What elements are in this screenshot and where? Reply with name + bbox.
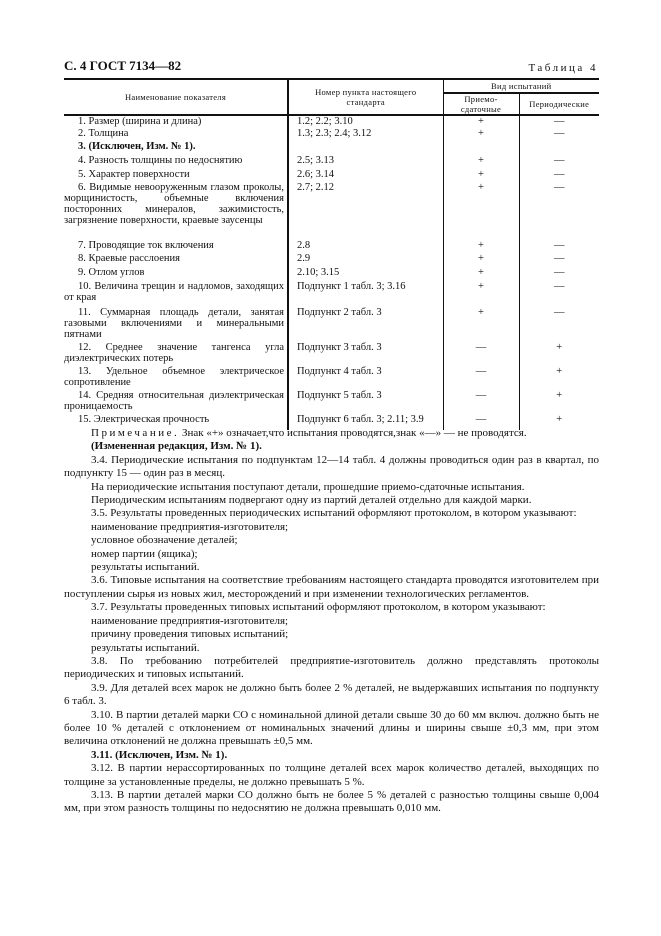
row-periodic — [519, 141, 599, 155]
row-periodic: — — [554, 155, 565, 166]
row-periodic: + — [556, 390, 563, 401]
row-acceptance — [443, 141, 519, 155]
paragraph: 3.5. Результаты проведенных периодических испытаний оформляют протоколом, в котором указывают: — [91, 507, 577, 520]
tests-table — [64, 78, 599, 430]
row-acceptance: + — [443, 253, 519, 267]
table-row — [64, 366, 599, 390]
row-name — [64, 240, 288, 253]
paragraph: наименование предприятия-изготовителя; — [91, 520, 289, 533]
row-acceptance: — — [443, 390, 519, 414]
table-note — [64, 427, 599, 440]
table-row — [64, 115, 599, 128]
row-acceptance: — — [443, 366, 519, 390]
row-clause: Подпункт 1 табл. 3; 3.16 — [288, 281, 443, 307]
row-periodic: — — [554, 240, 565, 251]
row-name-text: 12. Среднее значение тангенса угла диэлектрических потерь — [64, 342, 284, 364]
paragraph: 3.9. Для деталей всех марок не должно быть более 2 % деталей, не выдержавших испытания по подпункту 6 табл. 3. — [64, 681, 599, 708]
row-name-text: 7. Проводящие ток включения — [78, 240, 214, 251]
row-acceptance: + — [443, 182, 519, 240]
row-periodic: + — [556, 414, 563, 425]
row-clause: Подпункт 5 табл. 3 — [288, 390, 443, 414]
row-name-text: 5. Характер поверхности — [78, 169, 190, 180]
row-name — [64, 307, 288, 342]
paragraph: Периодическим испытаниям подвергают одну из партий деталей отдельно для каждой марки. — [91, 494, 532, 507]
row-name — [64, 281, 288, 307]
row-name-text: 8. Краевые расслоения — [78, 253, 180, 264]
row-name-text: 10. Величина трещин и надломов, заходящих от края — [64, 281, 284, 303]
header-test-type: Вид испытаний — [443, 79, 599, 93]
paragraph: 3.12. В партии нерассортированных по толщине деталей всех марок количество деталей, выходящих по толщине за установленные пределы, не должно превышать 5 %. — [64, 762, 599, 788]
row-acceptance: + — [443, 281, 519, 307]
paragraph: 3.13. В партии деталей марки СО должно быть не более 5 % деталей с разностью толщины свыше 0,004 мм, при этом разность толщины по недоснятию не должна превышать 0,010 мм. — [64, 788, 599, 815]
row-acceptance: + — [443, 155, 519, 169]
row-name — [64, 128, 288, 141]
row-name — [64, 267, 288, 281]
paragraph: результаты испытаний. — [91, 641, 200, 654]
row-name-text: 15. Электрическая прочность — [78, 414, 210, 425]
row-acceptance: + — [443, 267, 519, 281]
row-clause: Подпункт 6 табл. 3; 2.11; 3.9 — [288, 414, 443, 430]
row-clause: 2.8 — [288, 240, 443, 253]
row-clause: Подпункт 4 табл. 3 — [288, 366, 443, 390]
note-text: Знак «+» означает,что испытания проводятся,знак «—» — не проводятся. — [179, 427, 527, 439]
row-name — [64, 169, 288, 182]
table-row — [64, 390, 599, 414]
table-row — [64, 281, 599, 307]
row-name — [64, 253, 288, 267]
row-periodic: + — [556, 366, 563, 377]
row-name — [64, 182, 288, 240]
row-acceptance: + — [443, 128, 519, 141]
paragraph: 3.4. Периодические испытания по подпунктам 12—14 табл. 4 должны проводиться один раз в квартал, по подпункту 15 — один раз в месяц. — [64, 453, 599, 480]
row-name-text: 3. (Исключен, Изм. № 1). — [78, 141, 196, 152]
row-name — [64, 141, 288, 155]
paragraph: номер партии (ящика); — [91, 547, 198, 560]
row-periodic: + — [556, 342, 563, 353]
header-clause: Номер пункта настоящего стандарта — [288, 79, 443, 115]
row-acceptance: — — [443, 414, 519, 430]
row-periodic: — — [554, 267, 565, 278]
header-name: Наименование показателя — [64, 79, 288, 115]
paragraph: На периодические испытания поступают детали, прошедшие приемо-сдаточные испытания. — [91, 480, 525, 493]
row-name — [64, 342, 288, 366]
header-periodic: Периодические — [519, 93, 599, 115]
row-periodic: — — [554, 253, 565, 264]
table-row — [64, 141, 599, 155]
paragraph: 3.11. (Исключен, Изм. № 1). — [91, 748, 228, 761]
row-periodic: — — [554, 182, 565, 193]
paragraph: 3.6. Типовые испытания на соответствие требованиям настоящего стандарта проводятся изготовителем при поступлении сырья из новых жил, месторождений и при изменении технологических регламентов. — [64, 574, 599, 600]
row-clause: 1.3; 2.3; 2.4; 3.12 — [288, 128, 443, 141]
row-acceptance: + — [443, 115, 519, 128]
document-body — [64, 427, 599, 816]
row-name-text: 4. Разность толщины по недоснятию — [78, 155, 243, 166]
row-clause: 2.6; 3.14 — [288, 169, 443, 182]
paragraph: причину проведения типовых испытаний; — [91, 628, 289, 641]
row-name-text: 6. Видимые невооруженным глазом проколы, морщинистость, объемные включения посторонних минералов, зажимистость, загрязнение поверхности, краевые заусенцы — [64, 182, 284, 226]
table-row — [64, 267, 599, 281]
row-name — [64, 155, 288, 169]
table-row — [64, 307, 599, 342]
row-periodic: — — [554, 307, 565, 318]
row-name-text: 1. Размер (ширина и длина) — [78, 116, 202, 127]
amendment-note: (Измененная редакция, Изм. № 1). — [91, 440, 262, 453]
paragraph: 3.8. По требованию потребителей предприятие-изготовитель должно представлять протоколы периодических и типовых испытаний. — [64, 654, 599, 681]
paragraph: наименование предприятия-изготовителя; — [91, 614, 289, 627]
row-clause: Подпункт 3 табл. 3 — [288, 342, 443, 366]
row-acceptance: + — [443, 307, 519, 342]
table-caption: Таблица 4 — [528, 62, 598, 74]
row-clause: 1.2; 2.2; 3.10 — [288, 115, 443, 128]
row-name — [64, 390, 288, 414]
row-periodic: — — [554, 281, 565, 292]
page-header: С. 4 ГОСТ 7134—82 — [64, 58, 182, 73]
table-row — [64, 182, 599, 240]
table-row — [64, 155, 599, 169]
row-name-text: 9. Отлом углов — [78, 267, 145, 278]
row-periodic: — — [554, 116, 565, 127]
row-clause: 2.5; 3.13 — [288, 155, 443, 169]
row-name-text: 2. Толщина — [78, 128, 129, 139]
row-clause: 2.10; 3.15 — [288, 267, 443, 281]
row-periodic: — — [554, 169, 565, 180]
header-acceptance: Приемо-сдаточные — [443, 93, 519, 115]
table-row — [64, 253, 599, 267]
row-acceptance: + — [443, 240, 519, 253]
row-clause: 2.9 — [288, 253, 443, 267]
row-acceptance: + — [443, 169, 519, 182]
row-clause: 2.7; 2.12 — [288, 182, 443, 240]
row-clause: Подпункт 2 табл. 3 — [288, 307, 443, 342]
paragraph: 3.10. В партии деталей марки СО с номинальной длиной детали свыше 30 до 60 мм включ. должно быть не более 10 % деталей с отклонением от номинальных значений длины и ширины свыше ±0,3 мм, при этом величина отклонений не должна превышать ±0,5 мм. — [64, 708, 599, 748]
row-name-text: 11. Суммарная площадь детали, занятая газовыми включениями и минеральными пятнами — [64, 307, 284, 340]
table-row — [64, 240, 599, 253]
row-periodic: — — [554, 128, 565, 139]
row-clause — [288, 141, 443, 155]
paragraph: условное обозначение деталей; — [91, 534, 238, 547]
table-row — [64, 342, 599, 366]
row-name-text: 14. Средняя относительная диэлектрическая проницаемость — [64, 390, 284, 412]
table-row — [64, 128, 599, 141]
row-name — [64, 115, 288, 128]
paragraph: результаты испытаний. — [91, 561, 200, 574]
row-acceptance: — — [443, 342, 519, 366]
row-name-text: 13. Удельное объемное электрическое сопротивление — [64, 366, 284, 388]
paragraph: 3.7. Результаты проведенных типовых испытаний оформляют протоколом, в котором указывают: — [91, 601, 546, 614]
note-label: Примечание. — [91, 427, 180, 439]
table-row — [64, 169, 599, 182]
row-name — [64, 366, 288, 390]
